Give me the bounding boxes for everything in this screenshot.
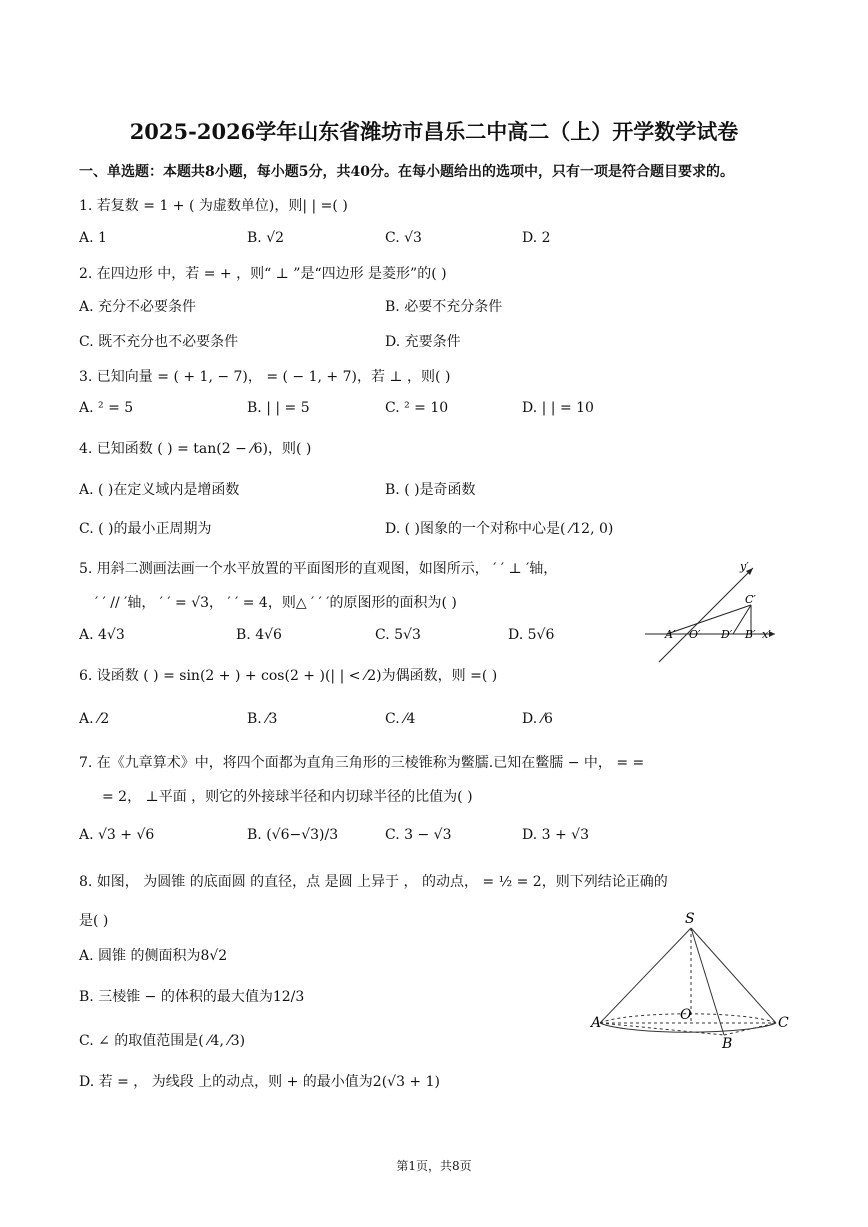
q8-option-b: B. 三棱锥 − 的体积的最大值为12/3 (79, 989, 305, 1005)
q3-option-c: C. ² = 10 (385, 400, 449, 416)
label-a: A′ (665, 628, 676, 641)
q2-option-c: C. 既不充分也不必要条件 (79, 334, 239, 350)
label-o: O (680, 1007, 692, 1023)
q2-stem: 2. 在四边形 中，若 = + ，则“ ⊥ ”是“四边形 是菱形”的( ) (79, 266, 447, 282)
q6-option-a: A. ⁄2 (79, 711, 110, 727)
q8-stem-line1: 8. 如图， 为圆锥 的底面圆 的直径，点 是圆 上异于 ， 的动点， = ½ = 2，则下列结论正确的 (79, 874, 668, 890)
label-x: x′ (762, 628, 771, 641)
label-a: A (591, 1015, 602, 1031)
page-title: 2025-2026学年山东省潍坊市昌乐二中高二（上）开学数学试卷 (129, 119, 739, 144)
q7-stem-line2: = 2， ⊥平面 ，则它的外接球半径和内切球半径的比值为( ) (102, 789, 473, 805)
q8-cone-figure (590, 908, 795, 1053)
q5-option-a: A. 4√3 (79, 627, 125, 643)
q1-stem: 1. 若复数 = 1 + ( 为虚数单位)，则| | =( ) (79, 198, 348, 214)
q6-stem: 6. 设函数 ( ) = sin(2 + ) + cos(2 + )(| | < ⁄2)为偶函数，则 =( ) (79, 668, 498, 684)
label-b: B′ (745, 628, 756, 641)
page-footer: 第1页，共8页 (396, 1159, 472, 1173)
label-o: O′ (689, 628, 701, 641)
q7-option-a: A. √3 + √6 (79, 827, 155, 843)
q1-option-c: C. √3 (385, 230, 422, 246)
label-c: C′ (745, 593, 756, 606)
q8-option-c: C. ∠ 的取值范围是( ⁄4, ⁄3) (79, 1033, 246, 1049)
q5-option-d: D. 5√6 (508, 627, 555, 643)
q7-option-b: B. (√6−√3)/3 (247, 827, 339, 843)
base-ellipse-front (600, 1023, 776, 1032)
q8-stem-line2: 是( ) (79, 913, 109, 929)
q5-option-c: C. 5√3 (375, 627, 421, 643)
q2-option-b: B. 必要不充分条件 (385, 299, 503, 315)
q5-option-b: B. 4√6 (236, 627, 282, 643)
segment-a-c (667, 605, 751, 634)
q3-option-a: A. ² = 5 (79, 400, 134, 416)
q7-option-d: D. 3 + √3 (522, 827, 589, 843)
section-header: 一、单选题：本题共8小题，每小题5分，共40分。在每小题给出的选项中，只有一项是符合题目要求的。 (79, 164, 734, 180)
y-axis (659, 568, 753, 662)
q4-option-d: D. ( )图象的一个对称中心是( ⁄12, 0) (385, 521, 614, 537)
q1-option-a: A. 1 (79, 230, 107, 246)
q2-option-d: D. 充要条件 (385, 334, 461, 350)
q5-oblique-figure (645, 558, 785, 666)
q6-option-c: C. ⁄4 (385, 711, 416, 727)
label-d: D′ (721, 628, 733, 641)
segment-bc (724, 1023, 776, 1035)
segment-ab (600, 1023, 724, 1035)
q4-option-c: C. ( )的最小正周期为 (79, 521, 212, 537)
q8-option-a: A. 圆锥 的侧面积为8√2 (79, 948, 228, 964)
q1-option-b: B. √2 (247, 230, 285, 246)
q4-stem: 4. 已知函数 ( ) = tan(2 − ⁄6)，则( ) (79, 441, 312, 457)
q3-option-d: D. | | = 10 (522, 400, 594, 416)
q3-option-b: B. | | = 5 (247, 400, 310, 416)
q6-option-d: D. ⁄6 (522, 711, 553, 727)
q6-option-b: B. ⁄3 (247, 711, 278, 727)
segment-sb (691, 928, 724, 1035)
label-s: S (685, 911, 695, 927)
label-y: y′ (740, 560, 749, 573)
q5-stem-line2: ′ ′ // ′轴， ′ ′ = √3， ′ ′ = 4，则△ ′ ′ ′的原图形的面积为( ) (95, 595, 457, 611)
label-c: C (778, 1015, 789, 1031)
q7-option-c: C. 3 − √3 (385, 827, 452, 843)
q2-option-a: A. 充分不必要条件 (79, 299, 197, 315)
q3-stem: 3. 已知向量 = ( + 1, − 7)， = ( − 1, + 7)，若 ⊥ ，则( ) (79, 369, 451, 385)
label-b: B (722, 1036, 733, 1052)
q7-stem-line1: 7. 在《九章算术》中，将四个面都为直角三角形的三棱锥称为鳖臑.已知在鳖臑 − 中， = = (79, 755, 645, 771)
slant-sc (691, 928, 776, 1023)
slant-sa (600, 928, 691, 1023)
q5-stem-line1: 5. 用斜二测画法画一个水平放置的平面图形的直观图，如图所示， ′ ′ ⊥ ′轴， (79, 561, 558, 577)
q4-option-a: A. ( )在定义域内是增函数 (79, 482, 240, 498)
q8-option-d: D. 若 = ， 为线段 上的动点，则 + 的最小值为2(√3 + 1) (79, 1074, 440, 1090)
q1-option-d: D. 2 (522, 230, 551, 246)
q4-option-b: B. ( )是奇函数 (385, 482, 476, 498)
